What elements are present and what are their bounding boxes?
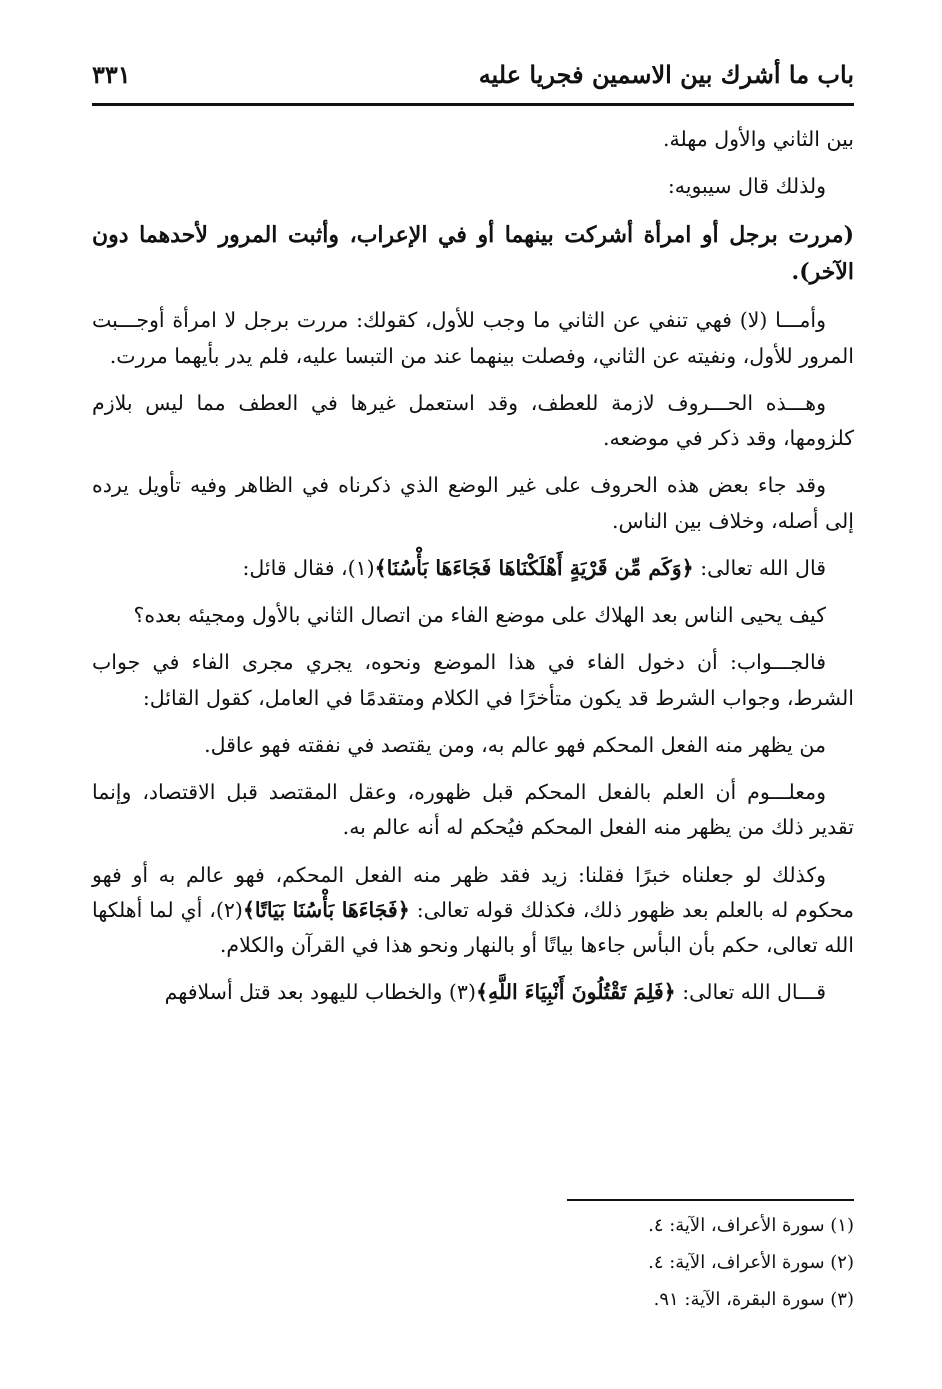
footnotes [92, 1208, 854, 1319]
footnote: (٢) سورة الأعراف، الآية: ٤. [648, 1251, 854, 1273]
text-run: قـــال الله تعالى: [675, 980, 826, 1005]
paragraph [92, 858, 854, 964]
paragraph: من يظهر منه الفعل المحكم فهو عالم به، ومن يقتصد في نفقته فهو عاقل. [204, 732, 826, 757]
footnote: (١) سورة الأعراف، الآية: ٤. [648, 1215, 854, 1236]
paragraph: بين الثاني والأول مهلة. [662, 127, 854, 151]
paragraph: وقد جاء بعض هذه الحروف على غير الوضع الذي ذكرناه في الظاهر وفيه تأويل يرده إلى أصله، وخلاف بين الناس. [92, 473, 854, 533]
footnote-ref: (٣) [448, 980, 476, 1005]
paragraph: كيف يحيى الناس بعد الهلاك على موضع الفاء من اتصال الثاني بالأول ومجيئه بعده؟ [133, 603, 826, 628]
paragraph: ولذلك قال سيبويه: [667, 174, 826, 199]
header-divider [92, 103, 854, 106]
text-run: وكذلك لو جعلناه خبرًا فقلنا: زيد فقد ظهر منه الفعل المحكم، فهو عالم به أو فهو محكوم له بالعلم بعد ظهور ذلك، فكذلك قوله تعالى: [92, 862, 854, 922]
running-header [92, 52, 854, 100]
paragraph: وهـــذه الحـــروف لازمة للعطف، وقد استعمل غيرها في العطف مما ليس بلازم كلزومها، وقد ذكر في موضعه. [92, 390, 854, 451]
footnote-ref: (٢) [215, 897, 243, 922]
quran-verse: ﴿وَكَم مِّن قَرْيَةٍ أَهْلَكْنَاهَا فَجَاءَهَا بَأْسُنَا﴾ [374, 555, 694, 580]
text-run: قال الله تعالى: [693, 555, 826, 580]
footnote-ref: (١) [347, 555, 375, 580]
footnote: (٣) سورة البقرة، الآية: ٩١. [653, 1288, 854, 1310]
quran-verse: ﴿فَلِمَ تَقْتُلُونَ أَنْبِيَاءَ اللَّهِ﴾ [475, 980, 676, 1005]
text-run: والخطاب لليهود بعد قتل أسلافهم [164, 980, 449, 1005]
text-run: ، أي لما أهلكها الله تعالى، حكم بأن البأس جاءها بياتًا أو بالنهار ونحو هذا في القرآن والكلام. [92, 897, 854, 958]
paragraph: ومعلـــوم أن العلم بالفعل المحكم قبل ظهوره، وعقل المقتصد قبل الاقتصاد، وإنما تقدير ذلك من يظهر منه الفعل المحكم فيُحكم له أنه عالم به. [92, 780, 854, 840]
paragraph [92, 551, 854, 586]
sibawayh-quote: (مررت برجل أو امرأة أشركت بينهما أو في الإعراب، وأثبت المرور لأحدهما دون الآخر). [92, 221, 854, 285]
quran-verse: ﴿فَجَاءَهَا بَأْسُنَا بَيَاتًا﴾ [242, 897, 410, 922]
paragraph: وأمـــا (لا) فهي تنفي عن الثاني ما وجب للأول، كقولك: مررت برجل لا امرأة أوجـــبت المرور للأول، ونفيته عن الثاني، وفصلت بينهما عند من التبسا عليه، فلم يدر بأيهما مررت. [92, 308, 854, 368]
paragraph: فالجـــواب: أن دخول الفاء في هذا الموضع ونحوه، يجري مجرى الفاء في جواب الشرط، وجواب الشرط قد يكون متأخرًا في الكلام ومتقدمًا في العامل، كقول القائل: [92, 650, 854, 710]
chapter-title: باب ما أشرك بين الاسمين فجريا عليه [478, 60, 854, 89]
main-text [92, 122, 854, 1023]
text-run: ، فقال قائل: [242, 555, 348, 580]
page-number: ٣٣١ [92, 60, 131, 89]
paragraph [92, 975, 854, 1010]
footnote-divider [567, 1199, 854, 1201]
